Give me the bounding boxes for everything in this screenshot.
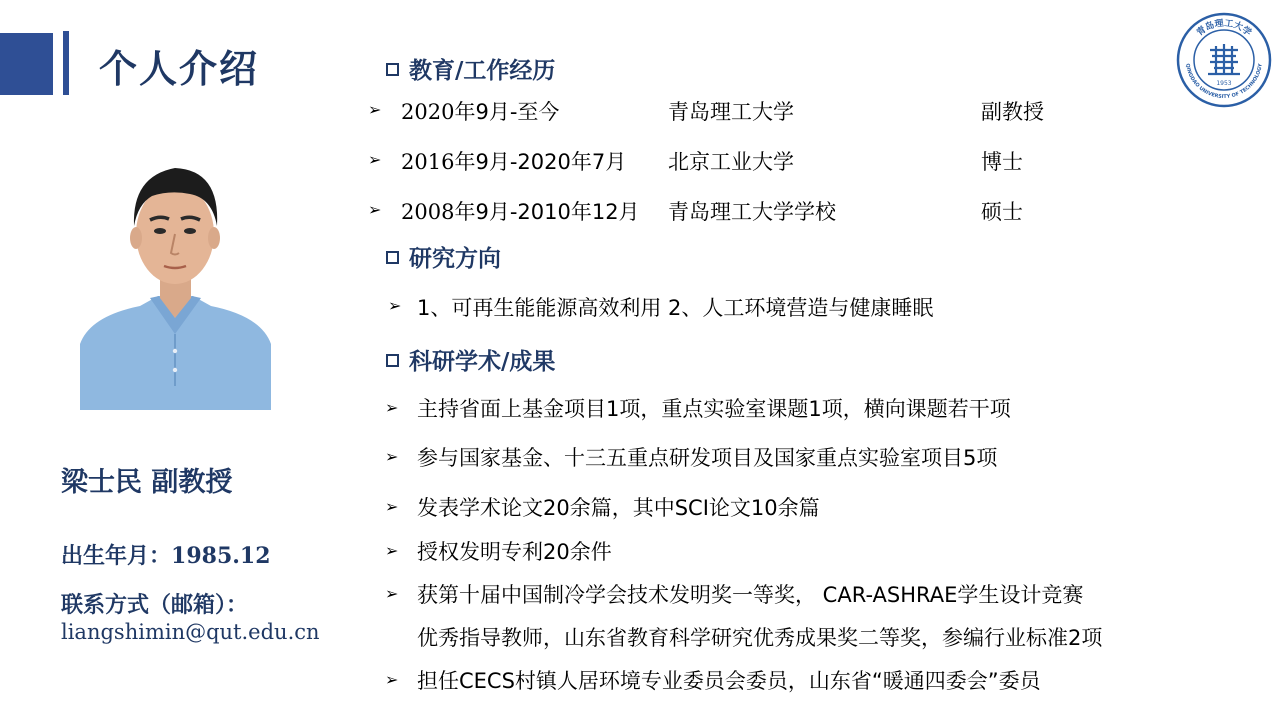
contact-label: 联系方式（邮箱）： bbox=[61, 593, 249, 618]
achievement-item: 发表学术论文20余篇，其中SCI论文10余篇 bbox=[417, 496, 820, 520]
achievement-item: 参与国家基金、十三五重点研发项目及国家重点实验室项目5项 bbox=[417, 446, 998, 470]
education-row-role: 副教授 bbox=[981, 100, 1044, 124]
achievements-heading-text: 科研学术/成果 bbox=[409, 349, 556, 375]
university-logo bbox=[1176, 12, 1272, 108]
research-text: 1、可再生能能源高效利用 2、人工环境营造与健康睡眠 bbox=[417, 296, 934, 320]
logo-year: 1953 bbox=[1216, 80, 1232, 87]
education-row-date: 2016年9月-2020年7月 bbox=[401, 150, 627, 174]
achievement-item: 获第十届中国制冷学会技术发明奖一等奖， CAR-ASHRAE学生设计竞赛 bbox=[417, 583, 1084, 607]
email-link[interactable]: liangshimin@qut.edu.cn bbox=[61, 620, 320, 644]
education-heading bbox=[386, 52, 555, 85]
arrow-bullet-icon: ➢ bbox=[385, 497, 399, 516]
title-accent-block bbox=[0, 33, 53, 95]
achievement-item: 主持省面上基金项目1项，重点实验室课题1项，横向课题若干项 bbox=[417, 397, 1011, 421]
birth-label: 出生年月： bbox=[61, 544, 172, 569]
profile-photo bbox=[80, 146, 271, 410]
arrow-bullet-icon: ➢ bbox=[385, 584, 399, 603]
checkbox-icon bbox=[386, 354, 399, 367]
page-title: 个人介绍 bbox=[99, 47, 260, 91]
achievement-item-continuation: 优秀指导教师，山东省教育科学研究优秀成果奖二等奖，参编行业标准2项 bbox=[417, 626, 1103, 650]
arrow-bullet-icon: ➢ bbox=[368, 100, 382, 119]
education-row-place: 北京工业大学 bbox=[668, 150, 794, 174]
birth-value: 1985.12 bbox=[171, 543, 271, 569]
achievement-item: 授权发明专利20余件 bbox=[417, 540, 612, 564]
achievement-item: 担任CECS村镇人居环境专业委员会委员，山东省“暖通四委会”委员 bbox=[417, 669, 1041, 693]
arrow-bullet-icon: ➢ bbox=[385, 398, 399, 417]
arrow-bullet-icon: ➢ bbox=[368, 200, 382, 219]
arrow-bullet-icon: ➢ bbox=[368, 150, 382, 169]
research-heading-text: 研究方向 bbox=[409, 246, 501, 272]
logo-top-text: 青岛理工大学 bbox=[1195, 18, 1253, 39]
arrow-bullet-icon: ➢ bbox=[385, 670, 399, 689]
title-accent-bar bbox=[63, 31, 69, 95]
arrow-bullet-icon: ➢ bbox=[388, 296, 402, 315]
education-row-place: 青岛理工大学 bbox=[668, 100, 794, 124]
profile-name: 梁士民 副教授 bbox=[61, 467, 233, 498]
logo-ring-text: QINGDAO UNIVERSITY OF TECHNOLOGY bbox=[1184, 63, 1264, 101]
checkbox-icon bbox=[386, 251, 399, 264]
education-row-date: 2020年9月-至今 bbox=[401, 100, 560, 124]
research-heading bbox=[386, 240, 501, 273]
achievements-heading bbox=[386, 343, 555, 376]
arrow-bullet-icon: ➢ bbox=[385, 541, 399, 560]
education-heading-text: 教育/工作经历 bbox=[409, 58, 556, 84]
education-row-role: 博士 bbox=[981, 150, 1023, 174]
education-row-role: 硕士 bbox=[981, 200, 1023, 224]
education-row-place: 青岛理工大学学校 bbox=[668, 200, 836, 224]
checkbox-icon bbox=[386, 63, 399, 76]
arrow-bullet-icon: ➢ bbox=[385, 447, 399, 466]
education-row-date: 2008年9月-2010年12月 bbox=[401, 200, 640, 224]
birth-info bbox=[61, 539, 271, 570]
